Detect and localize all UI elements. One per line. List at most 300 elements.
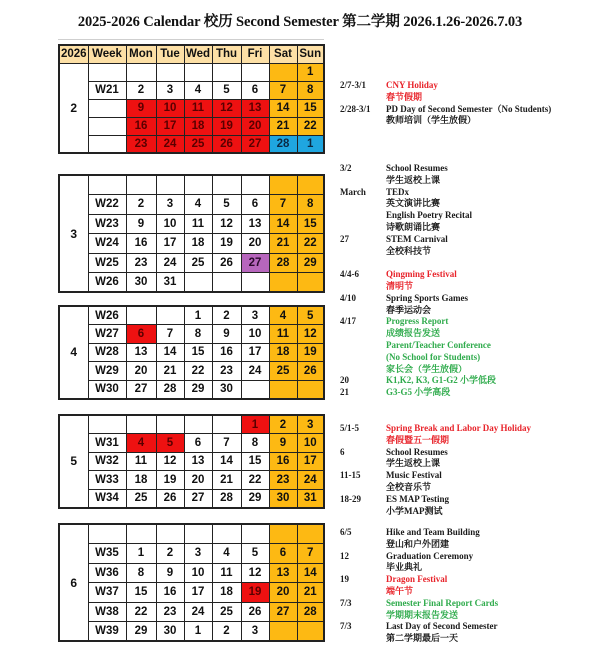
day-cell-thu: 2 <box>212 306 241 325</box>
day-cell-wed: 1 <box>184 622 212 642</box>
day-cell-mon: 16 <box>126 117 156 135</box>
day-cell-tue: 26 <box>156 489 184 508</box>
day-cell-mon <box>126 306 156 325</box>
event-date: March <box>340 186 366 197</box>
week-number: W23 <box>88 214 126 234</box>
events-may <box>340 423 531 517</box>
day-cell-mon: 16 <box>126 234 156 254</box>
day-cell-sat: 13 <box>269 563 297 583</box>
day-cell-mon <box>126 175 156 195</box>
event-line <box>340 80 551 92</box>
event-date <box>340 222 386 234</box>
event-line <box>340 92 551 104</box>
week-row <box>59 362 324 381</box>
event-line <box>340 633 498 645</box>
day-cell-thu: 19 <box>212 234 241 254</box>
day-cell-sat: 30 <box>269 489 297 508</box>
calendar-block-may <box>58 414 325 509</box>
event-date <box>340 586 386 598</box>
day-cell-fri: 22 <box>241 471 269 490</box>
week-number <box>88 99 126 117</box>
event-date: 4/17 <box>340 316 357 327</box>
event-text: 全校音乐节 <box>386 481 432 492</box>
event-line <box>340 340 496 352</box>
day-cell-tue: 28 <box>156 380 184 399</box>
week-number: W34 <box>88 489 126 508</box>
day-cell-sat: 6 <box>269 544 297 564</box>
day-cell-tue: 19 <box>156 471 184 490</box>
day-cell-mon: 22 <box>126 602 156 622</box>
day-cell-mon: 13 <box>126 343 156 362</box>
event-text: 全校科技节 <box>386 245 432 256</box>
event-text: 小学MAP测试 <box>386 505 443 516</box>
day-cell-tue: 10 <box>156 99 184 117</box>
event-date <box>340 435 386 447</box>
week-row <box>59 325 324 344</box>
day-cell-wed: 11 <box>184 214 212 234</box>
day-cell-sun: 24 <box>297 471 324 490</box>
event-line <box>340 198 496 210</box>
event-line <box>340 328 496 340</box>
day-cell-wed <box>184 273 212 293</box>
day-cell-sat: 7 <box>269 195 297 215</box>
day-cell-sun: 22 <box>297 234 324 254</box>
event-date <box>340 210 386 222</box>
day-cell-sun: 7 <box>297 544 324 564</box>
day-cell-sat <box>269 622 297 642</box>
event-line <box>340 210 496 222</box>
week-number: W22 <box>88 195 126 215</box>
event-text: 毕业典礼 <box>386 562 423 573</box>
event-text: PD Day of Second Semester（No Students) <box>386 103 552 114</box>
day-cell-tue <box>156 415 184 434</box>
day-cell-wed: 29 <box>184 380 212 399</box>
day-cell-wed: 27 <box>184 489 212 508</box>
event-line <box>340 293 496 305</box>
day-cell-thu <box>212 273 241 293</box>
event-date <box>340 458 386 470</box>
day-cell-sun: 12 <box>297 325 324 344</box>
week-number: W30 <box>88 380 126 399</box>
event-text: 春季运动会 <box>386 304 432 315</box>
day-cell-tue: 17 <box>156 234 184 254</box>
day-cell-fri: 6 <box>241 81 269 99</box>
event-text: Graduation Ceremony <box>386 550 474 561</box>
day-cell-thu: 26 <box>212 135 241 153</box>
event-text: 学期期末报告发送 <box>386 609 459 620</box>
event-date: 3/2 <box>340 163 352 173</box>
event-text: Spring Break and Labor Day Holiday <box>386 423 531 433</box>
event-date <box>340 482 386 494</box>
day-cell-thu: 14 <box>212 452 241 471</box>
event-line <box>340 586 498 598</box>
week-number: W37 <box>88 583 126 603</box>
day-cell-wed <box>184 175 212 195</box>
month-label: 6 <box>59 524 88 641</box>
day-cell-wed: 10 <box>184 563 212 583</box>
day-cell-tue: 24 <box>156 135 184 153</box>
event-text: English Poetry Recital <box>386 210 472 221</box>
week-row <box>59 253 324 273</box>
day-cell-tue: 16 <box>156 583 184 603</box>
event-text: Hike and Team Building <box>386 527 480 537</box>
event-text: (No School for Students) <box>386 351 481 362</box>
day-cell-wed: 8 <box>184 325 212 344</box>
day-cell-wed: 25 <box>184 253 212 273</box>
day-cell-sat: 28 <box>269 135 297 153</box>
event-line <box>340 234 496 246</box>
day-cell-wed: 22 <box>184 362 212 381</box>
event-text: 学生返校上课 <box>386 174 441 185</box>
event-text: G3-G5 小学高段 <box>386 387 451 398</box>
week-number <box>88 135 126 153</box>
event-line <box>340 470 531 482</box>
day-cell-thu: 12 <box>212 214 241 234</box>
event-text: Spring Sports Games <box>386 292 469 303</box>
week-row <box>59 489 324 508</box>
week-number <box>88 415 126 434</box>
day-cell-tue <box>156 524 184 544</box>
day-cell-wed: 1 <box>184 306 212 325</box>
day-cell-thu <box>212 415 241 434</box>
week-row <box>59 452 324 471</box>
day-cell-thu: 26 <box>212 253 241 273</box>
day-cell-tue: 12 <box>156 452 184 471</box>
day-cell-sat: 21 <box>269 117 297 135</box>
event-date: 6 <box>340 446 345 457</box>
week-number: W27 <box>88 325 126 344</box>
event-text: 登山和户外团建 <box>386 538 450 549</box>
week-row <box>59 434 324 453</box>
day-cell-fri: 3 <box>241 622 269 642</box>
week-row <box>59 117 324 135</box>
event-line <box>340 458 531 470</box>
day-cell-sat: 11 <box>269 325 297 344</box>
day-cell-fri: 3 <box>241 306 269 325</box>
event-date <box>340 305 386 317</box>
event-line <box>340 316 496 328</box>
event-line <box>340 562 498 574</box>
events-march-april <box>340 163 496 399</box>
day-cell-tue <box>156 63 184 81</box>
event-text: 诗歌朗诵比赛 <box>386 221 441 232</box>
event-line <box>340 222 496 234</box>
event-text: School Resumes <box>386 446 448 457</box>
week-number: W32 <box>88 452 126 471</box>
day-header-fri: Fri <box>241 45 269 63</box>
day-cell-tue <box>156 175 184 195</box>
day-cell-wed: 15 <box>184 343 212 362</box>
calendar-block-april <box>58 305 325 400</box>
day-cell-tue: 24 <box>156 253 184 273</box>
day-cell-tue: 7 <box>156 325 184 344</box>
month-label: 5 <box>59 415 88 508</box>
day-cell-sun: 21 <box>297 583 324 603</box>
day-cell-fri: 6 <box>241 195 269 215</box>
event-text: CNY Holiday <box>386 80 438 90</box>
day-cell-mon: 27 <box>126 380 156 399</box>
day-cell-sun: 8 <box>297 195 324 215</box>
day-cell-mon: 30 <box>126 273 156 293</box>
day-cell-mon <box>126 63 156 81</box>
week-row <box>59 563 324 583</box>
day-cell-wed: 17 <box>184 583 212 603</box>
day-cell-tue: 21 <box>156 362 184 381</box>
day-cell-sun <box>297 622 324 642</box>
day-cell-sun: 26 <box>297 362 324 381</box>
week-row <box>59 524 324 544</box>
event-date: 12 <box>340 550 349 561</box>
event-date: 7/3 <box>340 621 352 632</box>
day-cell-tue: 31 <box>156 273 184 293</box>
day-cell-tue: 10 <box>156 214 184 234</box>
week-header: Week <box>88 45 126 63</box>
week-row <box>59 471 324 490</box>
day-cell-mon: 8 <box>126 563 156 583</box>
week-number: W36 <box>88 563 126 583</box>
day-cell-wed: 13 <box>184 452 212 471</box>
event-date <box>340 340 386 352</box>
title-divider <box>58 39 324 40</box>
day-cell-thu: 16 <box>212 343 241 362</box>
day-cell-fri: 27 <box>241 135 269 153</box>
day-cell-fri <box>241 175 269 195</box>
event-line <box>340 482 531 494</box>
week-row <box>59 195 324 215</box>
day-cell-fri: 5 <box>241 544 269 564</box>
day-cell-mon: 4 <box>126 434 156 453</box>
week-number: W21 <box>88 81 126 99</box>
event-line <box>340 539 498 551</box>
day-cell-sat: 2 <box>269 415 297 434</box>
day-cell-fri <box>241 273 269 293</box>
event-line <box>340 246 496 258</box>
day-cell-fri: 1 <box>241 415 269 434</box>
day-cell-sat: 14 <box>269 214 297 234</box>
event-date <box>340 506 386 518</box>
day-cell-sat: 9 <box>269 434 297 453</box>
event-date: 4/4-6 <box>340 269 359 280</box>
event-line <box>340 598 498 610</box>
day-cell-sat: 18 <box>269 343 297 362</box>
event-text: 英文演讲比赛 <box>386 198 441 209</box>
event-text: Last Day of Second Semester <box>386 621 498 632</box>
event-date: 7/3 <box>340 597 352 608</box>
day-cell-fri: 20 <box>241 117 269 135</box>
day-cell-wed: 4 <box>184 195 212 215</box>
day-cell-mon: 9 <box>126 99 156 117</box>
day-cell-fri: 13 <box>241 214 269 234</box>
week-number: W33 <box>88 471 126 490</box>
event-text: 端午节 <box>386 585 414 596</box>
event-date: 27 <box>340 233 349 244</box>
event-date: 6/5 <box>340 527 352 537</box>
week-row <box>59 583 324 603</box>
day-header-thu: Thu <box>212 45 241 63</box>
day-cell-sat: 28 <box>269 253 297 273</box>
day-cell-wed: 3 <box>184 544 212 564</box>
page-title: 2025-2026 Calendar 校历 Second Semester 第二学期 2026.1.26-2026.7.03 <box>77 14 523 30</box>
event-date <box>340 539 386 551</box>
day-cell-sun: 17 <box>297 452 324 471</box>
day-header-tue: Tue <box>156 45 184 63</box>
day-cell-thu <box>212 63 241 81</box>
day-cell-fri: 24 <box>241 362 269 381</box>
event-line <box>340 423 531 435</box>
week-row <box>59 81 324 99</box>
event-date <box>340 115 386 127</box>
day-cell-thu: 4 <box>212 544 241 564</box>
day-cell-fri: 17 <box>241 343 269 362</box>
day-cell-sun: 14 <box>297 563 324 583</box>
events-june-july <box>340 527 498 645</box>
day-cell-mon: 11 <box>126 452 156 471</box>
event-line <box>340 435 531 447</box>
event-line <box>340 364 496 376</box>
day-cell-sat: 21 <box>269 234 297 254</box>
event-date <box>340 246 386 258</box>
week-row <box>59 415 324 434</box>
day-cell-sat <box>269 63 297 81</box>
day-cell-fri: 20 <box>241 234 269 254</box>
calendar-block-march <box>58 174 325 293</box>
day-cell-thu: 19 <box>212 117 241 135</box>
day-cell-thu: 12 <box>212 99 241 117</box>
day-cell-tue: 30 <box>156 622 184 642</box>
day-cell-wed <box>184 63 212 81</box>
event-line <box>340 187 496 199</box>
event-text: Qingming Festival <box>386 269 457 280</box>
week-row <box>59 214 324 234</box>
day-cell-sun <box>297 380 324 399</box>
day-cell-tue: 23 <box>156 602 184 622</box>
month-label: 2 <box>59 63 88 153</box>
day-cell-fri <box>241 524 269 544</box>
year-header: 2026 <box>59 45 88 63</box>
event-text: ES MAP Testing <box>386 493 450 504</box>
day-cell-wed: 4 <box>184 81 212 99</box>
day-cell-tue: 3 <box>156 81 184 99</box>
event-line <box>340 115 551 127</box>
calendar-block-june <box>58 523 325 642</box>
day-cell-sat: 20 <box>269 583 297 603</box>
day-cell-sun <box>297 524 324 544</box>
event-text: 清明节 <box>386 280 414 291</box>
week-row <box>59 135 324 153</box>
day-cell-fri: 12 <box>241 563 269 583</box>
day-header-mon: Mon <box>126 45 156 63</box>
day-cell-thu: 5 <box>212 195 241 215</box>
week-number: W26 <box>88 273 126 293</box>
week-number <box>88 175 126 195</box>
day-cell-mon: 6 <box>126 325 156 344</box>
day-cell-sun: 15 <box>297 214 324 234</box>
day-cell-thu: 18 <box>212 583 241 603</box>
day-cell-fri: 8 <box>241 434 269 453</box>
event-date <box>340 257 386 269</box>
day-cell-wed: 18 <box>184 117 212 135</box>
day-cell-sat <box>269 175 297 195</box>
day-cell-tue: 14 <box>156 343 184 362</box>
day-cell-sun: 22 <box>297 117 324 135</box>
event-line <box>340 305 496 317</box>
event-line <box>340 281 496 293</box>
day-cell-thu: 5 <box>212 81 241 99</box>
week-number: W35 <box>88 544 126 564</box>
day-header-sun: Sun <box>297 45 324 63</box>
week-row <box>59 99 324 117</box>
calendar-block-february <box>58 44 325 154</box>
day-cell-thu: 25 <box>212 602 241 622</box>
event-text: STEM Carnival <box>386 233 448 244</box>
event-text: Parent/Teacher Conference <box>386 339 491 350</box>
day-cell-tue <box>156 306 184 325</box>
day-cell-mon: 2 <box>126 195 156 215</box>
day-cell-thu: 2 <box>212 622 241 642</box>
event-line <box>340 375 496 387</box>
event-date <box>340 562 386 574</box>
event-date <box>340 633 386 645</box>
day-header-wed: Wed <box>184 45 212 63</box>
day-cell-thu <box>212 175 241 195</box>
day-cell-thu: 21 <box>212 471 241 490</box>
event-line <box>340 175 496 187</box>
event-line <box>340 621 498 633</box>
day-cell-mon <box>126 524 156 544</box>
week-row <box>59 306 324 325</box>
day-cell-sun: 1 <box>297 63 324 81</box>
day-cell-mon: 29 <box>126 622 156 642</box>
day-cell-wed: 20 <box>184 471 212 490</box>
day-cell-sat <box>269 273 297 293</box>
day-header-sat: Sat <box>269 45 297 63</box>
day-cell-sun: 29 <box>297 253 324 273</box>
event-line <box>340 269 496 281</box>
day-cell-mon: 25 <box>126 489 156 508</box>
day-cell-sat: 14 <box>269 99 297 117</box>
day-cell-mon <box>126 415 156 434</box>
week-row <box>59 273 324 293</box>
event-date: 2/28-3/1 <box>340 103 371 114</box>
event-text: 第二学期最后一天 <box>386 633 459 644</box>
day-cell-sun: 3 <box>297 415 324 434</box>
day-cell-wed: 11 <box>184 99 212 117</box>
week-number: W25 <box>88 253 126 273</box>
event-line <box>340 574 498 586</box>
event-date <box>340 198 386 210</box>
day-cell-fri: 15 <box>241 452 269 471</box>
event-date: 21 <box>340 387 349 398</box>
day-cell-fri <box>241 380 269 399</box>
day-cell-thu: 28 <box>212 489 241 508</box>
day-cell-thu: 9 <box>212 325 241 344</box>
month-label: 4 <box>59 306 88 399</box>
day-cell-sun: 28 <box>297 602 324 622</box>
week-number <box>88 524 126 544</box>
day-cell-mon: 15 <box>126 583 156 603</box>
day-cell-tue: 2 <box>156 544 184 564</box>
day-cell-sun: 19 <box>297 343 324 362</box>
day-cell-mon: 20 <box>126 362 156 381</box>
event-date <box>340 610 386 622</box>
day-cell-sun <box>297 175 324 195</box>
week-number: W38 <box>88 602 126 622</box>
day-cell-sat: 16 <box>269 452 297 471</box>
day-cell-sat: 25 <box>269 362 297 381</box>
day-cell-fri: 29 <box>241 489 269 508</box>
day-cell-tue: 5 <box>156 434 184 453</box>
week-row <box>59 175 324 195</box>
